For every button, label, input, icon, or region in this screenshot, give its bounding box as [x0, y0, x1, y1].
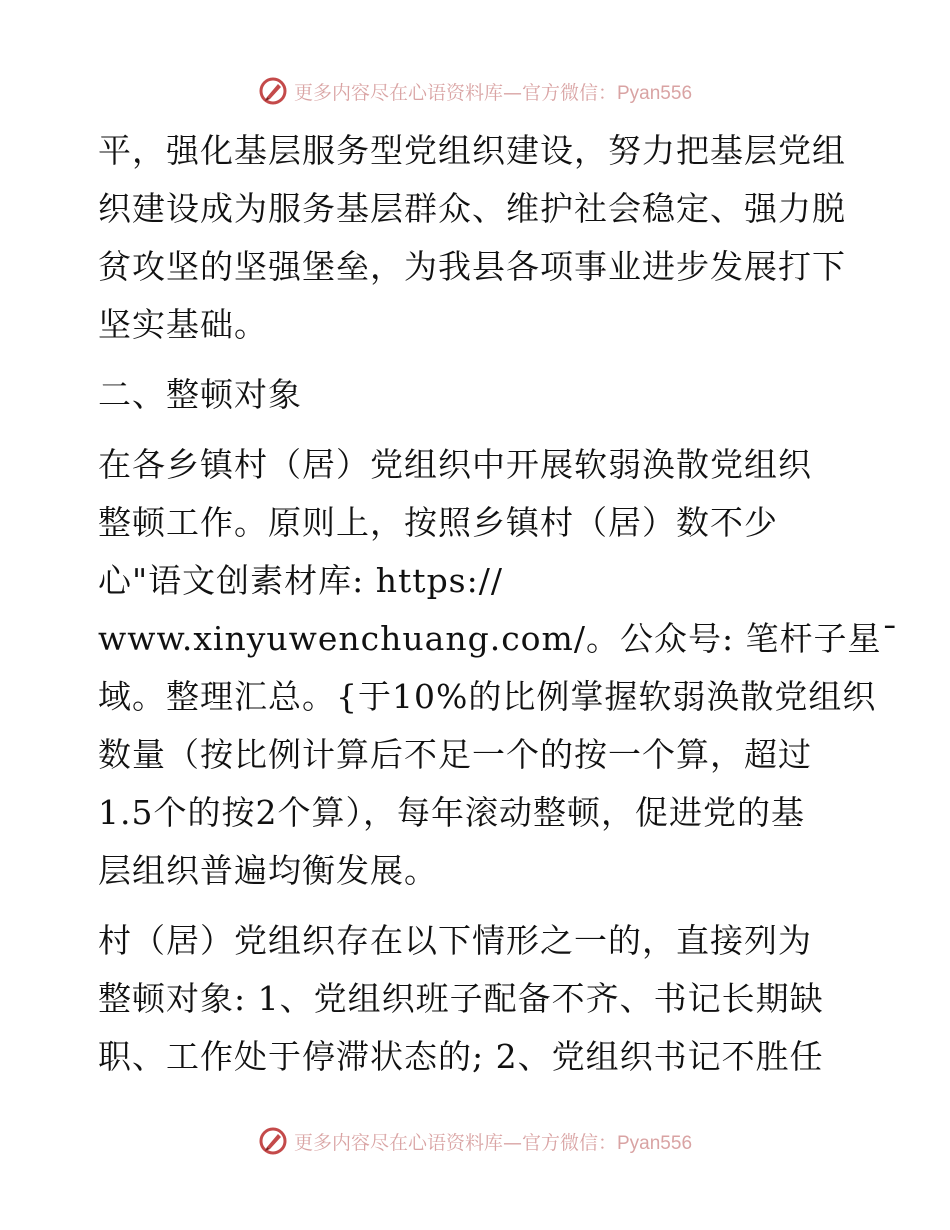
text-line: 1.5个的按2个算），每年滚动整顿，促进党的基 [98, 793, 805, 832]
footer-banner-label: 更多内容尽在心语资料库—官方微信： [293, 1131, 617, 1154]
paragraph-2 [98, 436, 900, 900]
heading-text: 二、整顿对象 [98, 375, 302, 414]
header-banner-account: Pyan556 [617, 82, 693, 104]
paragraph-1 [98, 122, 868, 354]
header-banner-text [294, 78, 692, 105]
footer-banner-text [294, 1128, 692, 1155]
text-line: 贫攻坚的坚强堡垒，为我县各项事业进步发展打下 [98, 247, 846, 286]
text-line: 平，强化基层服务型党组织建设，努力把基层党组 [98, 131, 846, 170]
header-banner [0, 71, 950, 111]
text-line: 数量（按比例计算后不足一个的按一个算，超过 [98, 735, 812, 774]
text-line: 域。整理汇总。{于10%的比例掌握软弱涣散党组织 [98, 677, 877, 716]
footer-banner-account: Pyan556 [617, 1132, 693, 1154]
text-line: 层组织普遍均衡发展。 [98, 851, 438, 890]
text-line: 整顿对象: 1、党组织班子配备不齐、书记长期缺 [98, 979, 824, 1018]
pen-logo-icon [258, 76, 288, 106]
text-line: 整顿工作。原则上，按照乡镇村（居）数不少 [98, 503, 778, 542]
footer-banner [0, 1121, 950, 1161]
section-heading [98, 366, 868, 424]
text-line: 在各乡镇村（居）党组织中开展软弱涣散党组织 [98, 445, 812, 484]
document-body [98, 122, 900, 1086]
text-line: 心"语文创素材库: https:// [98, 561, 503, 600]
text-line: 坚实基础。 [98, 305, 268, 344]
pen-logo-icon [258, 1126, 288, 1156]
text-line: 织建设成为服务基层群众、维护社会稳定、强力脱 [98, 189, 846, 228]
header-banner-label: 更多内容尽在心语资料库—官方微信： [293, 81, 617, 104]
text-line: www.xinyuwenchuang.com/。公众号: 笔杆子星¯ [98, 619, 900, 658]
text-line: 村（居）党组织存在以下情形之一的，直接列为 [98, 921, 812, 960]
text-line: 职、工作处于停滞状态的; 2、党组织书记不胜任 [98, 1037, 824, 1076]
paragraph-3 [98, 912, 868, 1086]
